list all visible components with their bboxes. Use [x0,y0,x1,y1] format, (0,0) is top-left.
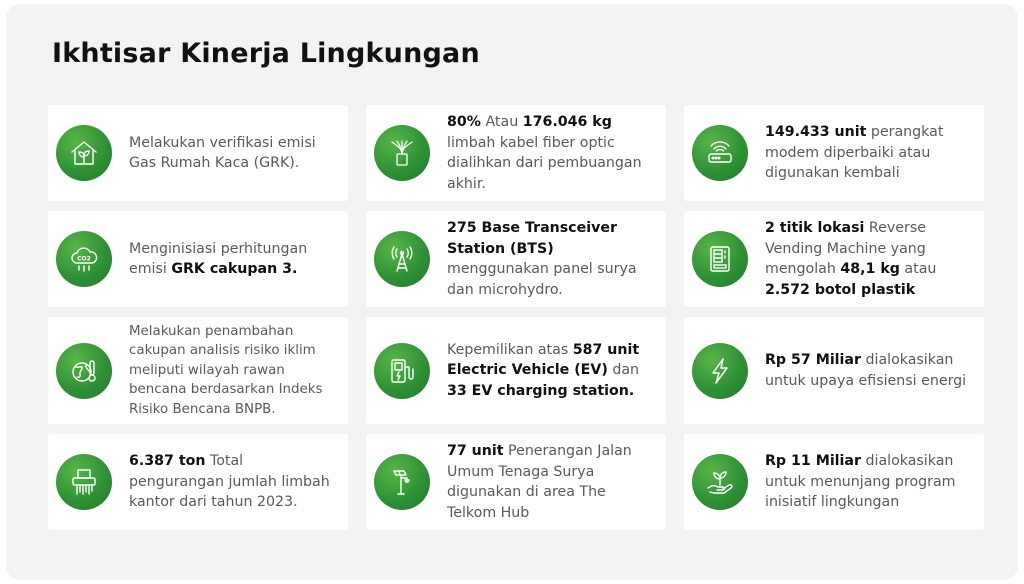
card-text [447,112,658,194]
highlight-text: 176.046 kg [522,114,612,130]
body-text: Penerangan Jalan Umum Tenaga Surya digunakan di area The Telkom Hub [447,443,632,521]
globe-thermometer-icon [56,343,112,399]
card-text [129,133,340,174]
body-text: dialokasikan untuk menunjang program inisiatif lingkungan [765,453,956,511]
body-text: Melakukan verifikasi emisi Gas Rumah Kaca (GRK). [129,134,316,171]
highlight-text: Rp 57 Miliar [765,352,861,368]
highlight-text: 2.572 botol plastik [765,281,916,298]
card-climate-risk [48,317,348,424]
highlight-text: 80% [447,114,481,130]
card-text [765,350,976,391]
co2-cloud-icon [56,231,112,287]
vending-machine-icon [692,231,748,287]
overview-panel [6,4,1018,580]
body-text: Reverse Vending Machine yang mengolah [765,220,926,277]
card-grid [48,105,984,530]
greenhouse-icon [56,125,112,181]
highlight-text: 275 Base Transceiver Station (BTS) [447,220,617,257]
card-text [765,122,976,184]
highlight-text: 48,1 kg [840,261,900,277]
highlight-text: 587 unit Electric Vehicle (EV) [447,341,640,379]
highlight-text: Rp 11 Miliar [765,453,861,470]
body-text: Total pengurangan jumlah limbah kantor dari tahun 2023. [129,453,330,511]
body-text: Atau [480,114,523,130]
body-text: menggunakan panel surya dan microhydro. [447,261,637,298]
card-text [129,239,340,280]
highlight-text: 6.387 ton [129,453,206,470]
card-modem-reuse [684,105,984,201]
body-text: Kepemilikan atas [447,341,573,358]
highlight-text: 149.433 unit [765,124,867,141]
card-bts-solar [366,211,666,307]
modem-icon [692,125,748,181]
paper-shredder-icon [56,454,112,510]
fiber-cable-icon [374,125,430,181]
card-environment-program [684,434,984,530]
highlight-text: 2 titik lokasi [765,220,865,236]
svg-text:CO2: CO2 [77,255,91,263]
body-text: perangkat modem diperbaiki atau digunakan kembali [765,124,944,182]
body-text: limbah kabel fiber optic dialihkan dari pembuangan akhir. [447,134,642,192]
card-text [447,340,658,402]
body-text: Menginisiasi perhitungan emisi [129,240,308,277]
card-office-waste [48,434,348,530]
highlight-text: GRK cakupan 3. [171,261,298,277]
body-text: Melakukan penambahan cakupan analisis risiko iklim meliputi wilayah rawan bencana berdasarkan Indeks Risiko Bencana BNPB. [129,323,323,417]
card-ghg-verification [48,105,348,201]
card-energy-efficiency [684,317,984,424]
highlight-text: 33 EV charging station. [447,382,635,399]
card-fiber-waste [366,105,666,201]
card-text [765,218,976,300]
card-scope3-emission [48,211,348,307]
card-electric-vehicle [366,317,666,424]
hand-plant-icon [692,454,748,510]
solar-street-light-icon [374,454,430,510]
body-text: dialokasikan untuk upaya efisiensi energi [765,352,967,389]
card-text [447,218,658,300]
card-reverse-vending [684,211,984,307]
lightning-icon [692,343,748,399]
body-text: atau [899,261,937,277]
bts-tower-icon [374,231,430,287]
card-text [447,441,658,523]
ev-charger-icon [374,343,430,399]
body-text: dan [607,362,640,379]
card-text [129,451,340,513]
card-text [129,322,340,420]
card-text [765,451,976,513]
page-title: Ikhtisar Kinerja Lingkungan [52,38,480,69]
card-solar-street-light [366,434,666,530]
highlight-text: 77 unit [447,443,504,459]
